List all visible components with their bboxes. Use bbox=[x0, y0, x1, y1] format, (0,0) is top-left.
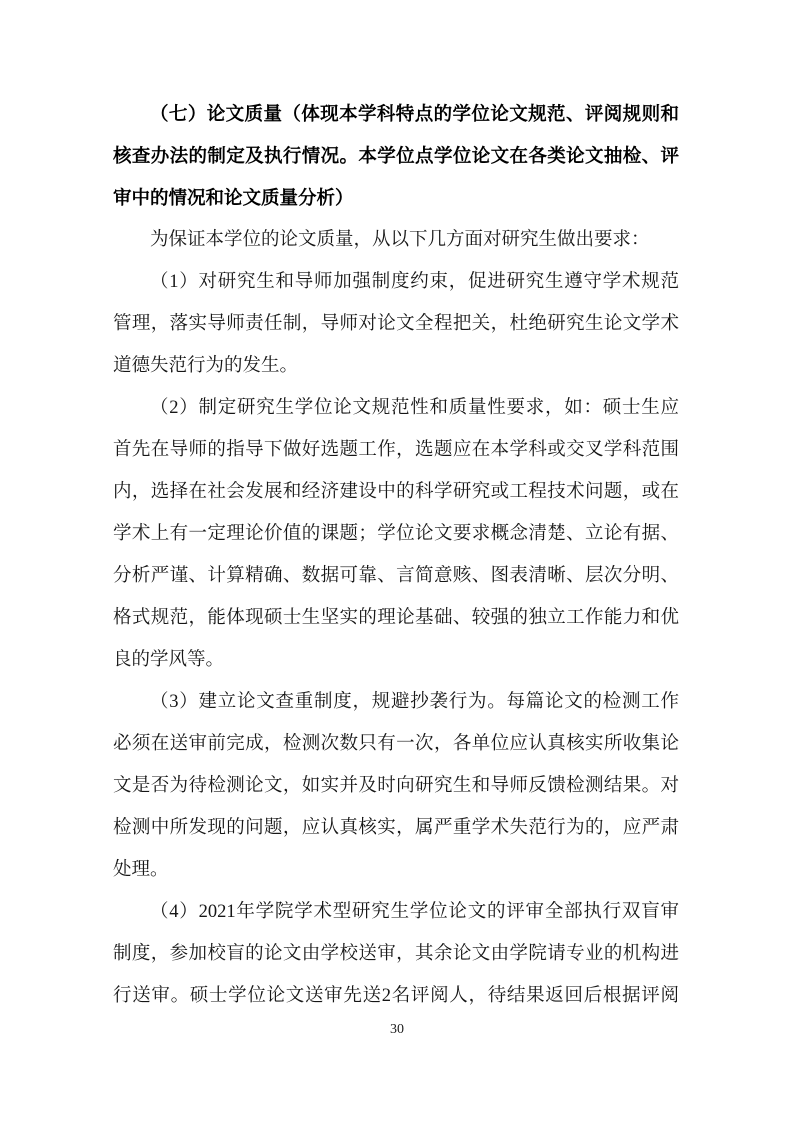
paragraph-item-1 bbox=[113, 261, 679, 387]
text-line: 良的学风等。 bbox=[113, 650, 225, 670]
paragraph-intro bbox=[113, 219, 679, 261]
heading-line: （七）论文质量（体现本学科特点的学位论文规范、评阅规则和 bbox=[150, 103, 679, 124]
text-line: 行送审。硕士学位论文送审先送2名评阅人，待结果返回后根据评阅 bbox=[113, 986, 679, 1006]
text-line: 格式规范，能体现硕士生坚实的理论基础、较强的独立工作能力和优 bbox=[113, 608, 679, 628]
text-line: 学术上有一定理论价值的课题；学位论文要求概念清楚、立论有据、 bbox=[113, 524, 679, 544]
heading-line: 核查办法的制定及执行情况。本学位点学位论文在各类论文抽检、评 bbox=[113, 145, 679, 166]
text-line: 道德失范行为的发生。 bbox=[113, 356, 299, 376]
text-line: 制度，参加校盲的论文由学校送审，其余论文由学院请专业的机构进 bbox=[113, 944, 679, 964]
text-line: 首先在导师的指导下做好选题工作，选题应在本学科或交叉学科范围 bbox=[113, 440, 679, 460]
text-line: 管理，落实导师责任制，导师对论文全程把关，杜绝研究生论文学术 bbox=[113, 314, 679, 334]
text-line: （4）2021年学院学术型研究生学位论文的评审全部执行双盲审 bbox=[150, 902, 679, 922]
heading-line: 审中的情况和论文质量分析） bbox=[113, 187, 354, 208]
text-line: 分析严谨、计算精确、数据可靠、言简意赅、图表清晰、层次分明、 bbox=[113, 566, 679, 586]
paragraph-item-2 bbox=[113, 387, 679, 681]
text-line: （2）制定研究生学位论文规范性和质量性要求，如：硕士生应 bbox=[150, 398, 679, 418]
paragraph-item-3 bbox=[113, 681, 679, 891]
text-line: （1）对研究生和导师加强制度约束，促进研究生遵守学术规范 bbox=[150, 272, 679, 292]
document-body bbox=[113, 93, 679, 1017]
paragraph-item-4 bbox=[113, 891, 679, 1017]
section-heading bbox=[113, 93, 679, 219]
text-line: 文是否为待检测论文，如实并及时向研究生和导师反馈检测结果。对 bbox=[113, 776, 679, 796]
text-line: 必须在送审前完成，检测次数只有一次，各单位应认真核实所收集论 bbox=[113, 734, 679, 754]
text-line: 处理。 bbox=[113, 860, 169, 880]
text-line: 内，选择在社会发展和经济建设中的科学研究或工程技术问题，或在 bbox=[113, 482, 679, 502]
text-line: 检测中所发现的问题，应认真核实，属严重学术失范行为的，应严肃 bbox=[113, 818, 679, 838]
text-line: 为保证本学位的论文质量，从以下几方面对研究生做出要求： bbox=[150, 230, 650, 250]
page-number: 30 bbox=[390, 1022, 404, 1037]
text-line: （3）建立论文查重制度，规避抄袭行为。每篇论文的检测工作 bbox=[150, 692, 679, 712]
